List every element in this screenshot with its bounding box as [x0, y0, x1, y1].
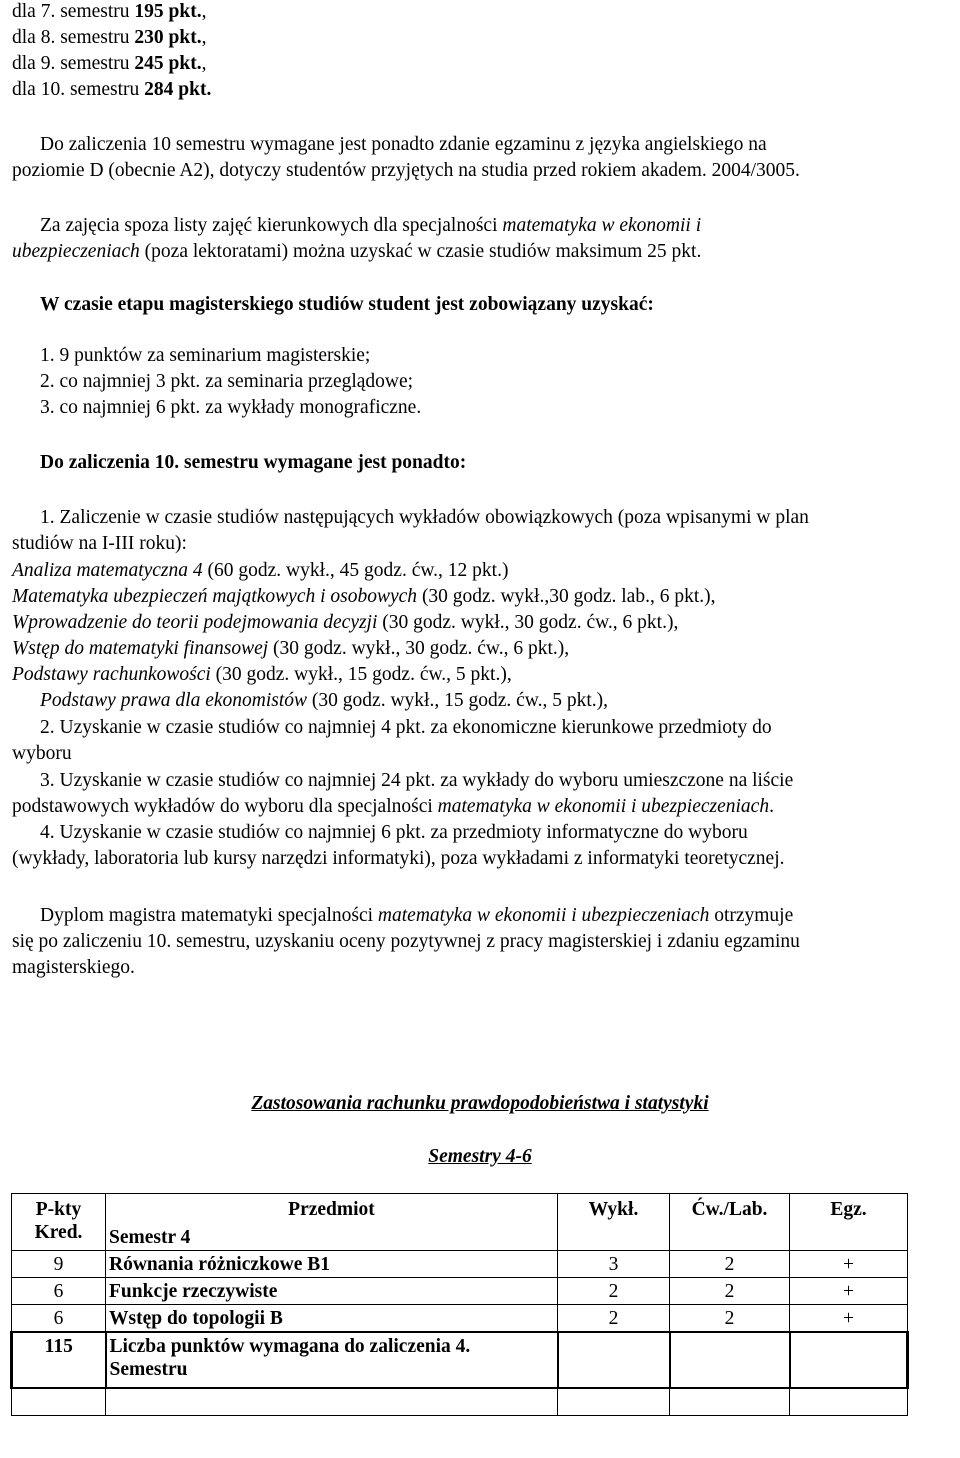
master-stage-heading: W czasie etapu magisterskiego studiów student jest zobowiązany uzyskać:	[40, 294, 654, 315]
course-entry: Wprowadzenie do teorii podejmowania decyzji (30 godz. wykł., 30 godz. ćw., 6 pkt.),	[12, 612, 679, 633]
semester10-item: (wykłady, laboratoria lub kursy narzędzi informatyki), poza wykładami z informatyki teoretycznej.	[12, 848, 785, 869]
row-points: 6	[12, 1305, 106, 1333]
row-exercises: 2	[670, 1251, 790, 1278]
row-exam: +	[790, 1251, 908, 1278]
section-subtitle: Semestry 4-6	[428, 1146, 532, 1167]
total-points: 115	[12, 1332, 106, 1388]
master-requirement-item: 3. co najmniej 6 pkt. za wykłady monograficzne.	[40, 397, 422, 418]
row-points: 6	[12, 1278, 106, 1305]
diploma-line: magisterskiego.	[12, 957, 135, 978]
diploma-line: się po zaliczeniu 10. semestru, uzyskaniu oceny pozytywnej z pracy magisterskiej i zdaniu egzaminu	[12, 931, 800, 952]
diploma-line: Dyplom magistra matematyki specjalności matematyka w ekonomii i ubezpieczeniach otrzymuje	[40, 905, 794, 926]
table-row	[12, 1388, 908, 1416]
header-przedmiot: Przedmiot	[106, 1194, 558, 1225]
course-entry: Wstęp do matematyki finansowej (30 godz. wykł., 30 godz. ćw., 6 pkt.),	[12, 638, 570, 659]
table-header-row	[12, 1194, 908, 1225]
course-entry: Podstawy prawa dla ekonomistów (30 godz. wykł., 15 godz. ćw., 5 pkt.),	[40, 690, 608, 711]
row-exercises: 2	[670, 1278, 790, 1305]
row-subject: Wstęp do topologii B	[106, 1305, 558, 1333]
semester10-item: 2. Uzyskanie w czasie studiów co najmniej 4 pkt. za ekonomiczne kierunkowe przedmioty do	[40, 717, 772, 738]
table-row	[12, 1305, 908, 1333]
language-requirement-line: Do zaliczenia 10 semestru wymagane jest ponadto zdanie egzaminu z języka angielskiego na	[40, 134, 767, 155]
row-subject: Funkcje rzeczywiste	[106, 1278, 558, 1305]
semester-label: Semestr 4	[106, 1224, 558, 1251]
row-points: 9	[12, 1251, 106, 1278]
extra-courses-line: Za zajęcia spoza listy zajęć kierunkowych dla specjalności matematyka w ekonomii i	[40, 215, 702, 236]
course-entry: Podstawy rachunkowości (30 godz. wykł., 15 godz. ćw., 5 pkt.),	[12, 664, 512, 685]
table-row	[12, 1251, 908, 1278]
semester10-item: 3. Uzyskanie w czasie studiów co najmniej 24 pkt. za wykłady do wyboru umieszczone na liście	[40, 770, 794, 791]
semester10-item: wyboru	[12, 743, 72, 764]
section-title: Zastosowania rachunku prawdopodobieństwa i statystyki	[251, 1093, 709, 1114]
master-requirement-item: 1. 9 punktów za seminarium magisterskie;	[40, 345, 371, 366]
empty-cell	[670, 1388, 790, 1416]
header-wykl: Wykł.	[558, 1194, 670, 1251]
course-entry: Analiza matematyczna 4 (60 godz. wykł., 45 godz. ćw., 12 pkt.)	[12, 560, 509, 581]
extra-courses-line: ubezpieczeniach (poza lektoratami) można uzyskać w czasie studiów maksimum 25 pkt.	[12, 241, 702, 262]
empty-cell	[106, 1388, 558, 1416]
semester10-item: podstawowych wykładów do wyboru dla specjalności matematyka w ekonomii i ubezpieczeniach.	[12, 796, 774, 817]
semester10-heading: Do zaliczenia 10. semestru wymagane jest ponadto:	[40, 452, 467, 473]
total-label: Liczba punktów wymagana do zaliczenia 4. Semestru	[106, 1332, 558, 1388]
empty-cell	[558, 1388, 670, 1416]
curriculum-table	[10, 1193, 909, 1416]
table-row	[12, 1278, 908, 1305]
table-total-row	[12, 1332, 908, 1388]
row-lectures: 2	[558, 1278, 670, 1305]
semester-points-item: dla 7. semestru 195 pkt.,	[12, 1, 207, 22]
semester-points-item: dla 9. semestru 245 pkt.,	[12, 53, 207, 74]
total-empty-cell	[558, 1332, 670, 1388]
row-lectures: 3	[558, 1251, 670, 1278]
header-egz: Egz.	[790, 1194, 908, 1251]
semester-points-item: dla 8. semestru 230 pkt.,	[12, 27, 207, 48]
row-exam: +	[790, 1278, 908, 1305]
total-empty-cell	[790, 1332, 908, 1388]
header-cw: Ćw./Lab.	[670, 1194, 790, 1251]
semester10-item: 4. Uzyskanie w czasie studiów co najmniej 6 pkt. za przedmioty informatyczne do wyboru	[40, 822, 748, 843]
row-exercises: 2	[670, 1305, 790, 1333]
empty-cell	[790, 1388, 908, 1416]
empty-cell	[12, 1388, 106, 1416]
semester10-item: studiów na I-III roku):	[12, 533, 187, 554]
master-requirement-item: 2. co najmniej 3 pkt. za seminaria przeglądowe;	[40, 371, 414, 392]
total-empty-cell	[670, 1332, 790, 1388]
row-subject: Równania różniczkowe B1	[106, 1251, 558, 1278]
semester-points-item: dla 10. semestru 284 pkt.	[12, 79, 212, 100]
header-pkty: P-kty Kred.	[12, 1194, 106, 1251]
row-lectures: 2	[558, 1305, 670, 1333]
language-requirement-line: poziomie D (obecnie A2), dotyczy studentów przyjętych na studia przed rokiem akadem. 2004/3005.	[12, 160, 800, 181]
row-exam: +	[790, 1305, 908, 1333]
semester10-item: 1. Zaliczenie w czasie studiów następujących wykładów obowiązkowych (poza wpisanymi w plan	[40, 507, 809, 528]
course-entry: Matematyka ubezpieczeń majątkowych i osobowych (30 godz. wykł.,30 godz. lab., 6 pkt.),	[12, 586, 716, 607]
